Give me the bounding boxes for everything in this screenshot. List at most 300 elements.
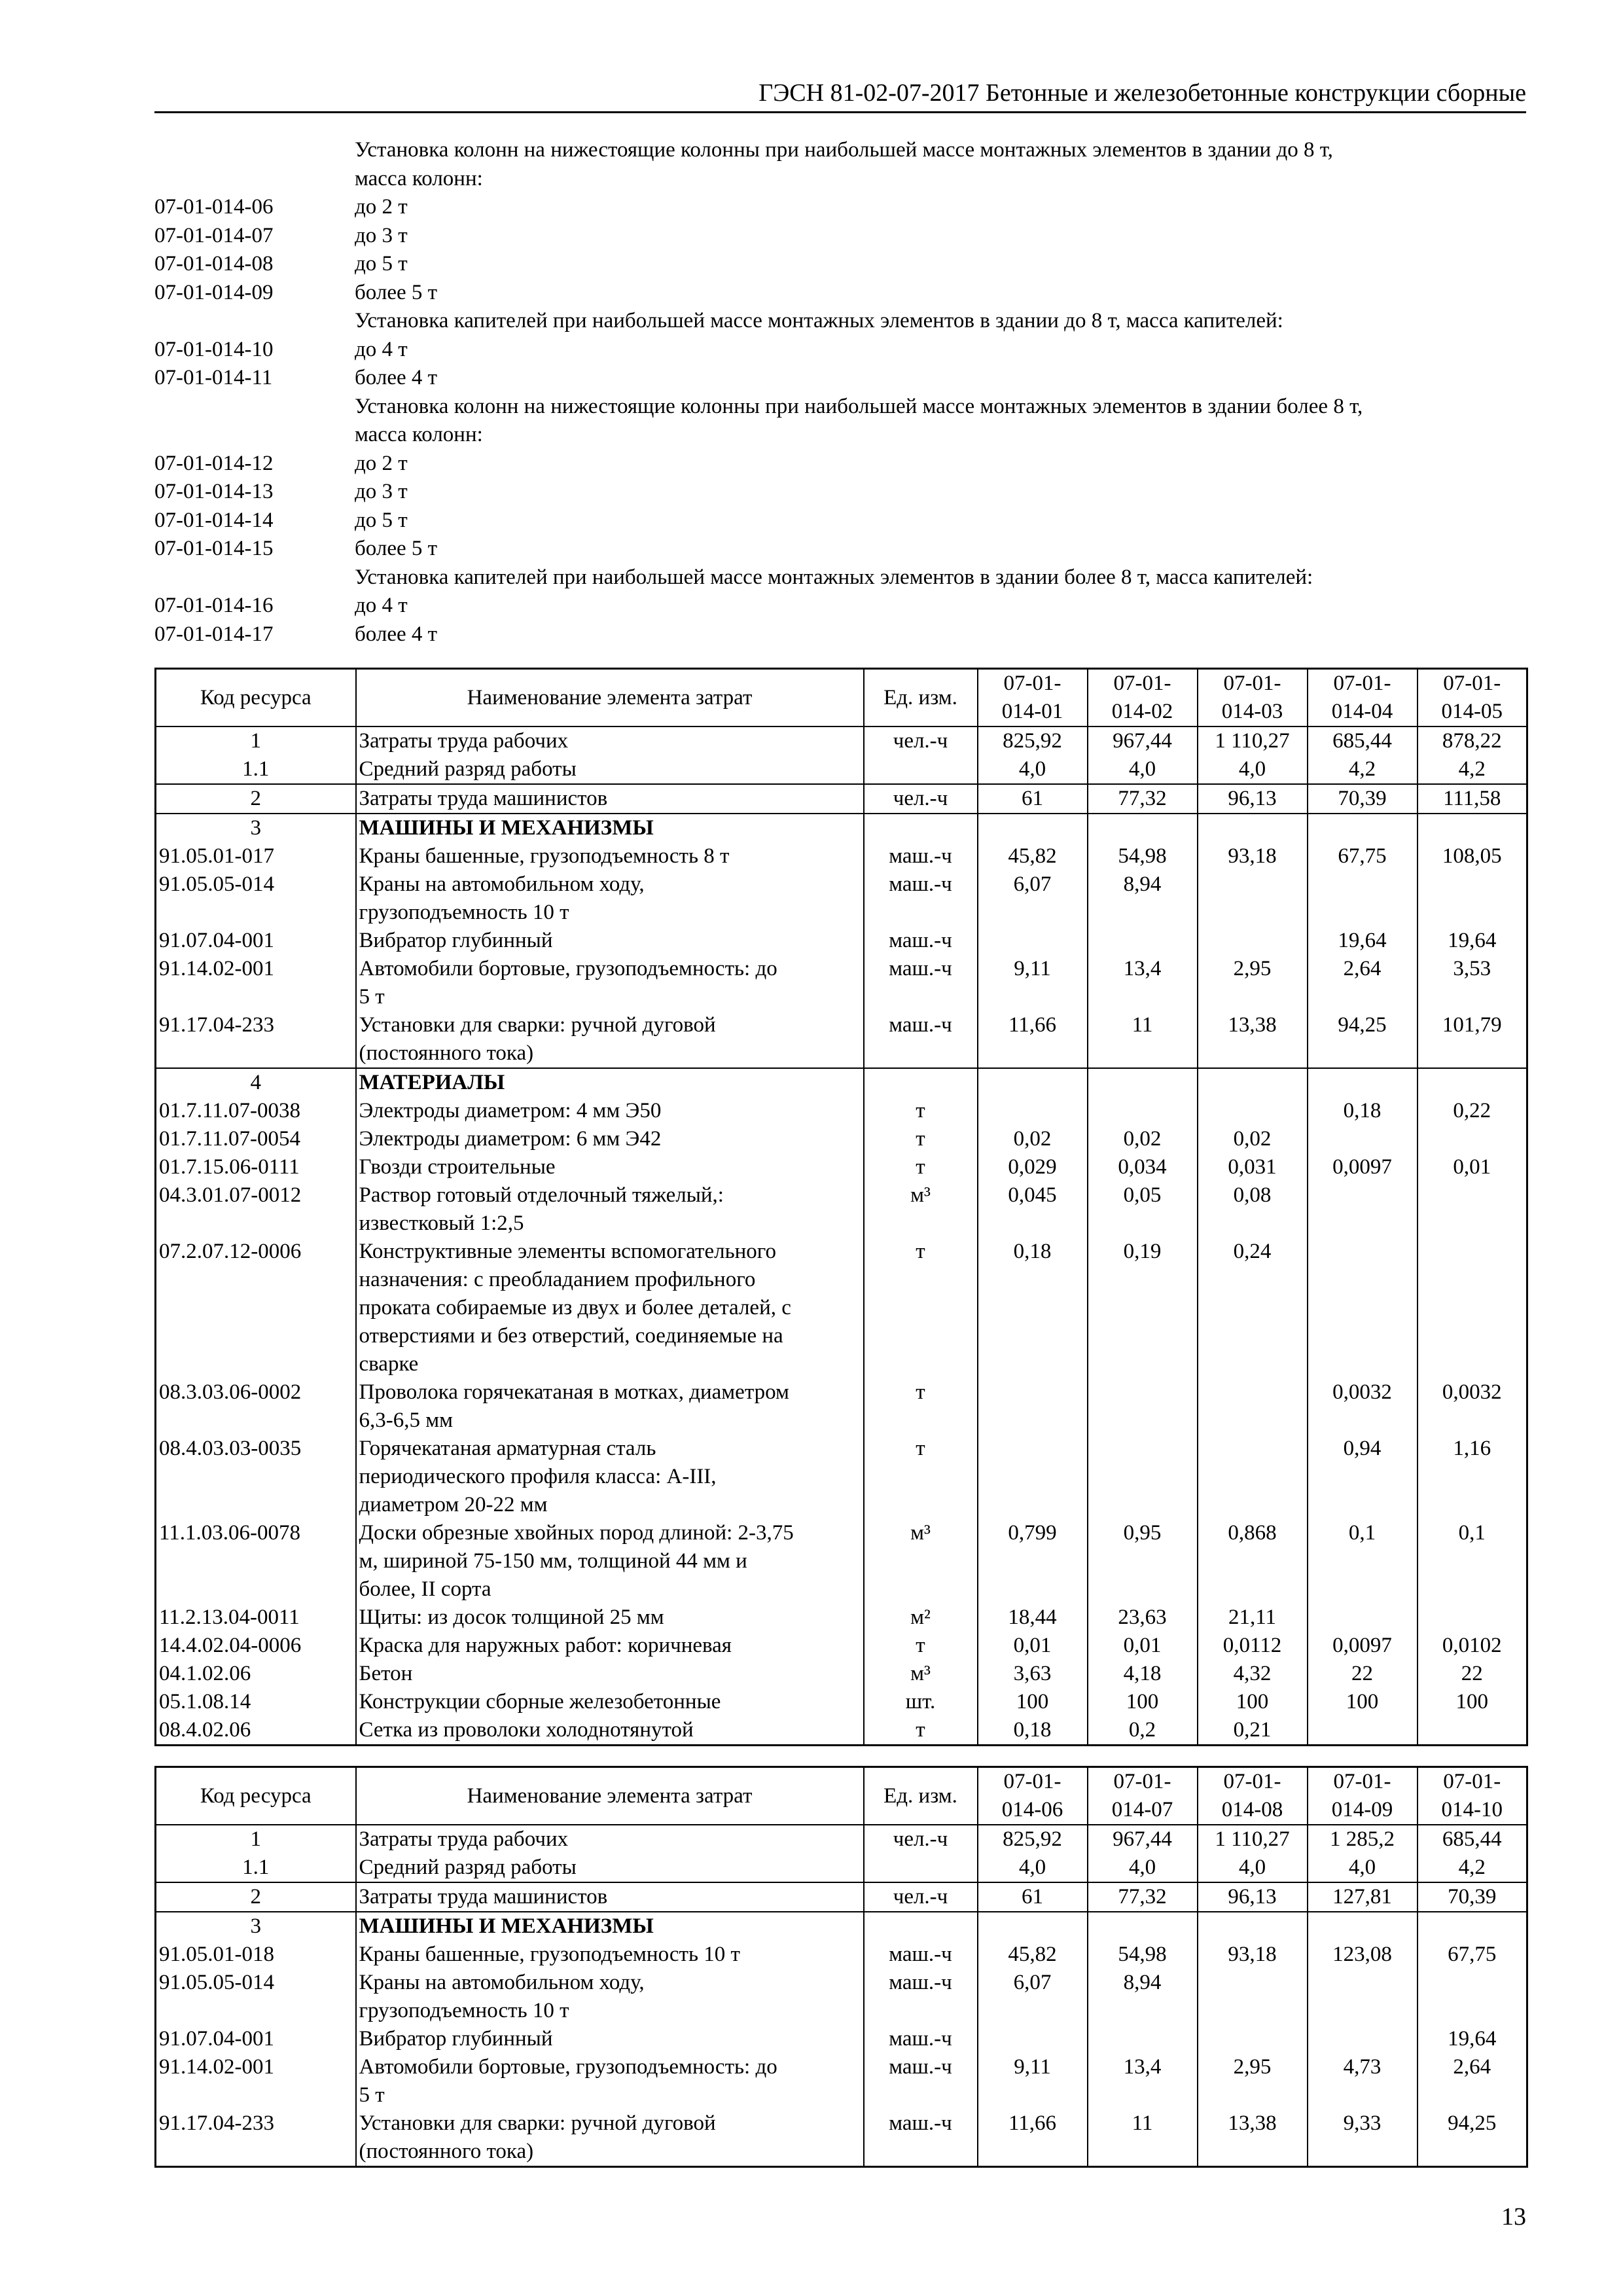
column-header: 07-01- 014-10 xyxy=(1418,1767,1527,1825)
column-header: 07-01- 014-09 xyxy=(1308,1767,1418,1825)
intro-row xyxy=(154,507,1529,535)
intro-code: 07-01-014-11 xyxy=(154,366,273,389)
intro-text: более 4 т xyxy=(355,366,438,389)
table-row xyxy=(156,1688,1527,1716)
intro-text: более 5 т xyxy=(355,280,438,304)
value-cell xyxy=(1308,1604,1418,1632)
value-cell: 96,13 xyxy=(1198,1882,1308,1912)
intro-code xyxy=(154,165,355,194)
value-cell: 11,66 xyxy=(978,2109,1088,2167)
value-cell xyxy=(1198,1435,1308,1519)
resource-name: Щиты: из досок толщиной 25 мм xyxy=(356,1604,864,1632)
value-cell xyxy=(1198,1969,1308,2025)
column-header: 07-01- 014-01 xyxy=(978,669,1088,727)
resource-table-2 xyxy=(154,1766,1528,2168)
value-cell: 2,95 xyxy=(1198,2053,1308,2109)
resource-code: 91.07.04-001 xyxy=(156,2025,356,2053)
value-cell: 19,64 xyxy=(1418,2025,1527,2053)
value-cell: 0,0032 xyxy=(1308,1378,1418,1435)
value-cell: 100 xyxy=(1308,1688,1418,1716)
unit: шт. xyxy=(864,1688,978,1716)
intro-text: до 2 т xyxy=(355,451,408,475)
value-cell xyxy=(1088,1097,1198,1125)
value-cell: 108,05 xyxy=(1418,842,1527,870)
resource-name: Краны на автомобильном ходу, грузоподъемность 10 т xyxy=(356,1969,864,2025)
value-cell: 22 xyxy=(1418,1660,1527,1688)
unit: чел.-ч xyxy=(864,784,978,814)
intro-row xyxy=(154,193,1529,222)
intro-text: более 5 т xyxy=(355,537,438,560)
value-cell: 19,64 xyxy=(1308,927,1418,955)
intro-row xyxy=(154,535,1529,564)
column-header: 07-01- 014-05 xyxy=(1418,669,1527,727)
resource-code: 01.7.11.07-0054 xyxy=(156,1125,356,1153)
resource-code: 1.1 xyxy=(156,1854,356,1882)
value-cell: 77,32 xyxy=(1088,784,1198,814)
intro-row xyxy=(154,336,1529,365)
resource-table-1 xyxy=(154,668,1528,1746)
resource-code: 91.17.04-233 xyxy=(156,1011,356,1068)
value-cell: 70,39 xyxy=(1308,784,1418,814)
table-row xyxy=(156,1825,1527,1854)
value-cell: 0,0097 xyxy=(1308,1153,1418,1181)
value-cell: 100 xyxy=(978,1688,1088,1716)
column-header: Код ресурса xyxy=(156,1767,356,1825)
value-cell: 4,0 xyxy=(1308,1854,1418,1882)
table-row xyxy=(156,1969,1527,2025)
value-cell: 0,01 xyxy=(1088,1632,1198,1660)
unit: т xyxy=(864,1716,978,1746)
table-row xyxy=(156,784,1527,814)
intro-text: более 4 т xyxy=(355,622,438,646)
value-cell xyxy=(1418,1604,1527,1632)
intro-code: 07-01-014-14 xyxy=(154,508,274,532)
table-row xyxy=(156,955,1527,1011)
resource-name: Вибратор глубинный xyxy=(356,927,864,955)
unit: маш.-ч xyxy=(864,1011,978,1068)
intro-text: до 2 т xyxy=(355,195,408,219)
value-cell: 4,0 xyxy=(978,755,1088,784)
value-cell xyxy=(1418,1068,1527,1097)
value-cell: 0,0102 xyxy=(1418,1632,1527,1660)
resource-code: 14.4.02.04-0006 xyxy=(156,1632,356,1660)
intro-text: до 4 т xyxy=(355,337,408,361)
intro-code: 07-01-014-15 xyxy=(154,537,274,560)
value-cell: 4,73 xyxy=(1308,2053,1418,2109)
value-cell: 45,82 xyxy=(978,842,1088,870)
resource-name: Конструктивные элементы вспомогательного назначения: с преобладанием профильного проката собираемые из двух и более деталей, с отверстиями и без отверстий, соединяемые на сварке xyxy=(356,1238,864,1378)
resource-name: Электроды диаметром: 6 мм Э42 xyxy=(356,1125,864,1153)
resource-code: 1.1 xyxy=(156,755,356,784)
value-cell: 4,0 xyxy=(978,1854,1088,1882)
intro-list xyxy=(154,136,1529,649)
table-row xyxy=(156,1011,1527,1068)
table-row xyxy=(156,1378,1527,1435)
intro-code: 07-01-014-09 xyxy=(154,280,274,304)
value-cell: 2,95 xyxy=(1198,955,1308,1011)
intro-code: 07-01-014-12 xyxy=(154,451,274,475)
value-cell xyxy=(1418,1716,1527,1746)
value-cell: 4,0 xyxy=(1088,1854,1198,1882)
resource-code: 11.2.13.04-0011 xyxy=(156,1604,356,1632)
intro-row xyxy=(154,222,1529,251)
value-cell xyxy=(1418,870,1527,927)
unit xyxy=(864,1912,978,1941)
value-cell: 1 285,2 xyxy=(1308,1825,1418,1854)
resource-code: 1 xyxy=(156,726,356,755)
value-cell xyxy=(978,1097,1088,1125)
value-cell: 11 xyxy=(1088,1011,1198,1068)
value-cell xyxy=(1198,927,1308,955)
column-header: 07-01- 014-07 xyxy=(1088,1767,1198,1825)
unit: т xyxy=(864,1632,978,1660)
column-header: Наименование элемента затрат xyxy=(356,1767,864,1825)
unit: чел.-ч xyxy=(864,726,978,755)
value-cell xyxy=(1308,870,1418,927)
column-header: Ед. изм. xyxy=(864,1767,978,1825)
value-cell: 4,0 xyxy=(1198,1854,1308,1882)
value-cell xyxy=(1088,1912,1198,1941)
unit xyxy=(864,814,978,842)
value-cell: 0,18 xyxy=(978,1238,1088,1378)
value-cell: 101,79 xyxy=(1418,1011,1527,1068)
unit: маш.-ч xyxy=(864,927,978,955)
resource-name: Затраты труда рабочих xyxy=(356,726,864,755)
value-cell: 0,045 xyxy=(978,1181,1088,1238)
value-cell: 67,75 xyxy=(1418,1941,1527,1969)
unit: м³ xyxy=(864,1660,978,1688)
value-cell xyxy=(1308,1238,1418,1378)
value-cell xyxy=(1088,814,1198,842)
value-cell: 0,799 xyxy=(978,1519,1088,1604)
value-cell: 22 xyxy=(1308,1660,1418,1688)
value-cell: 4,18 xyxy=(1088,1660,1198,1688)
value-cell: 0,01 xyxy=(978,1632,1088,1660)
value-cell: 9,11 xyxy=(978,955,1088,1011)
resource-name: МАТЕРИАЛЫ xyxy=(356,1068,864,1097)
table-row xyxy=(156,726,1527,755)
intro-text: до 5 т xyxy=(355,508,408,532)
table-row xyxy=(156,1238,1527,1378)
intro-row xyxy=(154,592,1529,620)
value-cell: 19,64 xyxy=(1418,927,1527,955)
value-cell: 685,44 xyxy=(1308,726,1418,755)
resource-code: 91.05.01-017 xyxy=(156,842,356,870)
value-cell: 94,25 xyxy=(1308,1011,1418,1068)
resource-name: Краны башенные, грузоподъемность 10 т xyxy=(356,1941,864,1969)
value-cell: 13,4 xyxy=(1088,955,1198,1011)
value-cell: 9,33 xyxy=(1308,2109,1418,2167)
table-row xyxy=(156,755,1527,784)
value-cell xyxy=(1088,1068,1198,1097)
resource-name: Краны башенные, грузоподъемность 8 т xyxy=(356,842,864,870)
intro-text: масса колонн: xyxy=(355,166,483,190)
value-cell xyxy=(1418,1181,1527,1238)
resource-name: Раствор готовый отделочный тяжелый,: известковый 1:2,5 xyxy=(356,1181,864,1238)
table-row xyxy=(156,2053,1527,2109)
value-cell xyxy=(978,927,1088,955)
table-header-row xyxy=(156,1767,1527,1825)
table-row xyxy=(156,1181,1527,1238)
value-cell: 93,18 xyxy=(1198,1941,1308,1969)
unit: т xyxy=(864,1378,978,1435)
intro-row xyxy=(154,450,1529,478)
resource-name: Установки для сварки: ручной дуговой (постоянного тока) xyxy=(356,2109,864,2167)
value-cell: 70,39 xyxy=(1418,1882,1527,1912)
value-cell: 8,94 xyxy=(1088,1969,1198,2025)
value-cell xyxy=(1308,1716,1418,1746)
resource-name: Сетка из проволоки холоднотянутой xyxy=(356,1716,864,1746)
value-cell: 61 xyxy=(978,1882,1088,1912)
value-cell: 0,031 xyxy=(1198,1153,1308,1181)
table-row xyxy=(156,1912,1527,1941)
resource-code: 08.3.03.06-0002 xyxy=(156,1378,356,1435)
value-cell: 0,02 xyxy=(1198,1125,1308,1153)
value-cell: 825,92 xyxy=(978,1825,1088,1854)
page-header: ГЭСН 81-02-07-2017 Бетонные и железобетонные конструкции сборные xyxy=(154,77,1526,113)
resource-name: Установки для сварки: ручной дуговой (постоянного тока) xyxy=(356,1011,864,1068)
unit: маш.-ч xyxy=(864,870,978,927)
unit: т xyxy=(864,1125,978,1153)
intro-row xyxy=(154,136,1529,165)
table-row xyxy=(156,1854,1527,1882)
intro-code: 07-01-014-10 xyxy=(154,337,274,361)
intro-row xyxy=(154,250,1529,279)
resource-name: Вибратор глубинный xyxy=(356,2025,864,2053)
value-cell: 967,44 xyxy=(1088,1825,1198,1854)
column-header: 07-01- 014-08 xyxy=(1198,1767,1308,1825)
table-row xyxy=(156,2025,1527,2053)
intro-text: до 4 т xyxy=(355,594,408,617)
resource-name: Бетон xyxy=(356,1660,864,1688)
value-cell xyxy=(1198,1068,1308,1097)
value-cell xyxy=(1308,1068,1418,1097)
value-cell: 13,38 xyxy=(1198,2109,1308,2167)
unit xyxy=(864,755,978,784)
value-cell xyxy=(978,1435,1088,1519)
value-cell: 0,1 xyxy=(1308,1519,1418,1604)
value-cell: 61 xyxy=(978,784,1088,814)
value-cell xyxy=(978,1912,1088,1941)
resource-code: 91.05.01-018 xyxy=(156,1941,356,1969)
resource-name: Затраты труда рабочих xyxy=(356,1825,864,1854)
resource-code: 2 xyxy=(156,1882,356,1912)
value-cell xyxy=(1308,2025,1418,2053)
value-cell: 13,4 xyxy=(1088,2053,1198,2109)
intro-code xyxy=(154,421,355,450)
unit: м³ xyxy=(864,1181,978,1238)
resource-code: 91.14.02-001 xyxy=(156,955,356,1011)
intro-row xyxy=(154,165,1529,194)
page-number: 13 xyxy=(1501,2203,1526,2231)
resource-name: Средний разряд работы xyxy=(356,1854,864,1882)
unit: т xyxy=(864,1435,978,1519)
value-cell: 2,64 xyxy=(1418,2053,1527,2109)
resource-code: 07.2.07.12-0006 xyxy=(156,1238,356,1378)
value-cell xyxy=(1198,1097,1308,1125)
value-cell: 4,0 xyxy=(1198,755,1308,784)
intro-row xyxy=(154,393,1529,422)
value-cell: 100 xyxy=(1198,1688,1308,1716)
value-cell: 3,53 xyxy=(1418,955,1527,1011)
resource-code: 3 xyxy=(156,1912,356,1941)
value-cell: 9,11 xyxy=(978,2053,1088,2109)
value-cell: 127,81 xyxy=(1308,1882,1418,1912)
resource-name: МАШИНЫ И МЕХАНИЗМЫ xyxy=(356,814,864,842)
resource-code: 91.07.04-001 xyxy=(156,927,356,955)
table-row xyxy=(156,870,1527,927)
column-header: Наименование элемента затрат xyxy=(356,669,864,727)
unit: маш.-ч xyxy=(864,2025,978,2053)
intro-code: 07-01-014-16 xyxy=(154,594,274,617)
resource-code: 08.4.03.03-0035 xyxy=(156,1435,356,1519)
value-cell: 67,75 xyxy=(1308,842,1418,870)
intro-code xyxy=(154,307,355,336)
value-cell: 77,32 xyxy=(1088,1882,1198,1912)
resource-name: Затраты труда машинистов xyxy=(356,1882,864,1912)
value-cell xyxy=(978,1068,1088,1097)
value-cell: 123,08 xyxy=(1308,1941,1418,1969)
resource-name: Автомобили бортовые, грузоподъемность: до 5 т xyxy=(356,2053,864,2109)
value-cell: 0,0097 xyxy=(1308,1632,1418,1660)
column-header: 07-01- 014-03 xyxy=(1198,669,1308,727)
resource-code: 11.1.03.06-0078 xyxy=(156,1519,356,1604)
value-cell: 4,2 xyxy=(1418,1854,1527,1882)
value-cell xyxy=(1198,870,1308,927)
value-cell xyxy=(1088,927,1198,955)
value-cell: 54,98 xyxy=(1088,842,1198,870)
value-cell: 878,22 xyxy=(1418,726,1527,755)
value-cell xyxy=(1088,1378,1198,1435)
value-cell: 2,64 xyxy=(1308,955,1418,1011)
value-cell xyxy=(978,2025,1088,2053)
resource-code: 01.7.11.07-0038 xyxy=(156,1097,356,1125)
value-cell xyxy=(1308,1912,1418,1941)
table-row xyxy=(156,842,1527,870)
value-cell: 0,24 xyxy=(1198,1238,1308,1378)
unit: маш.-ч xyxy=(864,1969,978,2025)
value-cell: 0,868 xyxy=(1198,1519,1308,1604)
resource-name: Проволока горячекатаная в мотках, диаметром 6,3-6,5 мм xyxy=(356,1378,864,1435)
table-row xyxy=(156,1604,1527,1632)
value-cell: 0,21 xyxy=(1198,1716,1308,1746)
value-cell: 45,82 xyxy=(978,1941,1088,1969)
value-cell xyxy=(1088,1435,1198,1519)
intro-code: 07-01-014-06 xyxy=(154,195,274,219)
unit: м² xyxy=(864,1604,978,1632)
intro-code: 07-01-014-13 xyxy=(154,480,274,503)
resource-name: Электроды диаметром: 4 мм Э50 xyxy=(356,1097,864,1125)
resource-name: Гвозди строительные xyxy=(356,1153,864,1181)
resource-code: 91.05.05-014 xyxy=(156,1969,356,2025)
value-cell: 0,18 xyxy=(1308,1097,1418,1125)
column-header: Код ресурса xyxy=(156,669,356,727)
unit: т xyxy=(864,1238,978,1378)
intro-code: 07-01-014-17 xyxy=(154,622,274,646)
intro-row xyxy=(154,364,1529,393)
value-cell: 1,16 xyxy=(1418,1435,1527,1519)
resource-code: 91.05.05-014 xyxy=(156,870,356,927)
intro-text: до 5 т xyxy=(355,252,408,276)
intro-code xyxy=(154,393,355,422)
table-header-row xyxy=(156,669,1527,727)
value-cell xyxy=(1418,1125,1527,1153)
value-cell: 3,63 xyxy=(978,1660,1088,1688)
intro-row xyxy=(154,620,1529,649)
intro-text: до 3 т xyxy=(355,223,408,247)
unit: т xyxy=(864,1153,978,1181)
intro-text: Установка капителей при наибольшей массе монтажных элементов в здании более 8 т, масса капителей: xyxy=(355,565,1313,589)
intro-row xyxy=(154,421,1529,450)
intro-text: Установка капителей при наибольшей массе монтажных элементов в здании до 8 т, масса капителей: xyxy=(355,309,1283,332)
column-header: 07-01- 014-06 xyxy=(978,1767,1088,1825)
value-cell xyxy=(1308,1969,1418,2025)
table-row xyxy=(156,1941,1527,1969)
intro-code: 07-01-014-07 xyxy=(154,223,274,247)
resource-name: Автомобили бортовые, грузоподъемность: до 5 т xyxy=(356,955,864,1011)
resource-name: Конструкции сборные железобетонные xyxy=(356,1688,864,1716)
unit xyxy=(864,1854,978,1882)
table-row xyxy=(156,1125,1527,1153)
resource-name: Средний разряд работы xyxy=(356,755,864,784)
column-header: 07-01- 014-02 xyxy=(1088,669,1198,727)
table-row xyxy=(156,1882,1527,1912)
value-cell: 0,05 xyxy=(1088,1181,1198,1238)
table-row xyxy=(156,1660,1527,1688)
value-cell: 11,66 xyxy=(978,1011,1088,1068)
value-cell: 0,19 xyxy=(1088,1238,1198,1378)
unit: т xyxy=(864,1097,978,1125)
resource-code: 04.3.01.07-0012 xyxy=(156,1181,356,1238)
value-cell xyxy=(1418,1912,1527,1941)
value-cell xyxy=(1198,814,1308,842)
value-cell xyxy=(1198,1378,1308,1435)
value-cell xyxy=(1308,814,1418,842)
value-cell: 8,94 xyxy=(1088,870,1198,927)
unit: м³ xyxy=(864,1519,978,1604)
resource-code: 08.4.02.06 xyxy=(156,1716,356,1746)
unit: маш.-ч xyxy=(864,955,978,1011)
intro-text: Установка колонн на нижестоящие колонны при наибольшей массе монтажных элементов в здании более 8 т, xyxy=(355,394,1363,418)
value-cell xyxy=(1088,2025,1198,2053)
intro-code xyxy=(154,136,355,165)
value-cell: 0,94 xyxy=(1308,1435,1418,1519)
value-cell: 96,13 xyxy=(1198,784,1308,814)
unit: маш.-ч xyxy=(864,2053,978,2109)
column-header: Ед. изм. xyxy=(864,669,978,727)
value-cell: 1 110,27 xyxy=(1198,1825,1308,1854)
value-cell: 23,63 xyxy=(1088,1604,1198,1632)
value-cell: 4,2 xyxy=(1418,755,1527,784)
value-cell: 18,44 xyxy=(978,1604,1088,1632)
resource-name: Краска для наружных работ: коричневая xyxy=(356,1632,864,1660)
table-row xyxy=(156,1068,1527,1097)
value-cell: 54,98 xyxy=(1088,1941,1198,1969)
value-cell: 0,1 xyxy=(1418,1519,1527,1604)
value-cell xyxy=(1308,1125,1418,1153)
table-row xyxy=(156,1435,1527,1519)
value-cell xyxy=(978,814,1088,842)
unit: маш.-ч xyxy=(864,1941,978,1969)
intro-code xyxy=(154,564,355,592)
value-cell: 0,95 xyxy=(1088,1519,1198,1604)
resource-code: 91.14.02-001 xyxy=(156,2053,356,2109)
value-cell: 100 xyxy=(1418,1688,1527,1716)
resource-code: 04.1.02.06 xyxy=(156,1660,356,1688)
value-cell: 0,02 xyxy=(978,1125,1088,1153)
value-cell xyxy=(1198,1912,1308,1941)
unit: маш.-ч xyxy=(864,842,978,870)
